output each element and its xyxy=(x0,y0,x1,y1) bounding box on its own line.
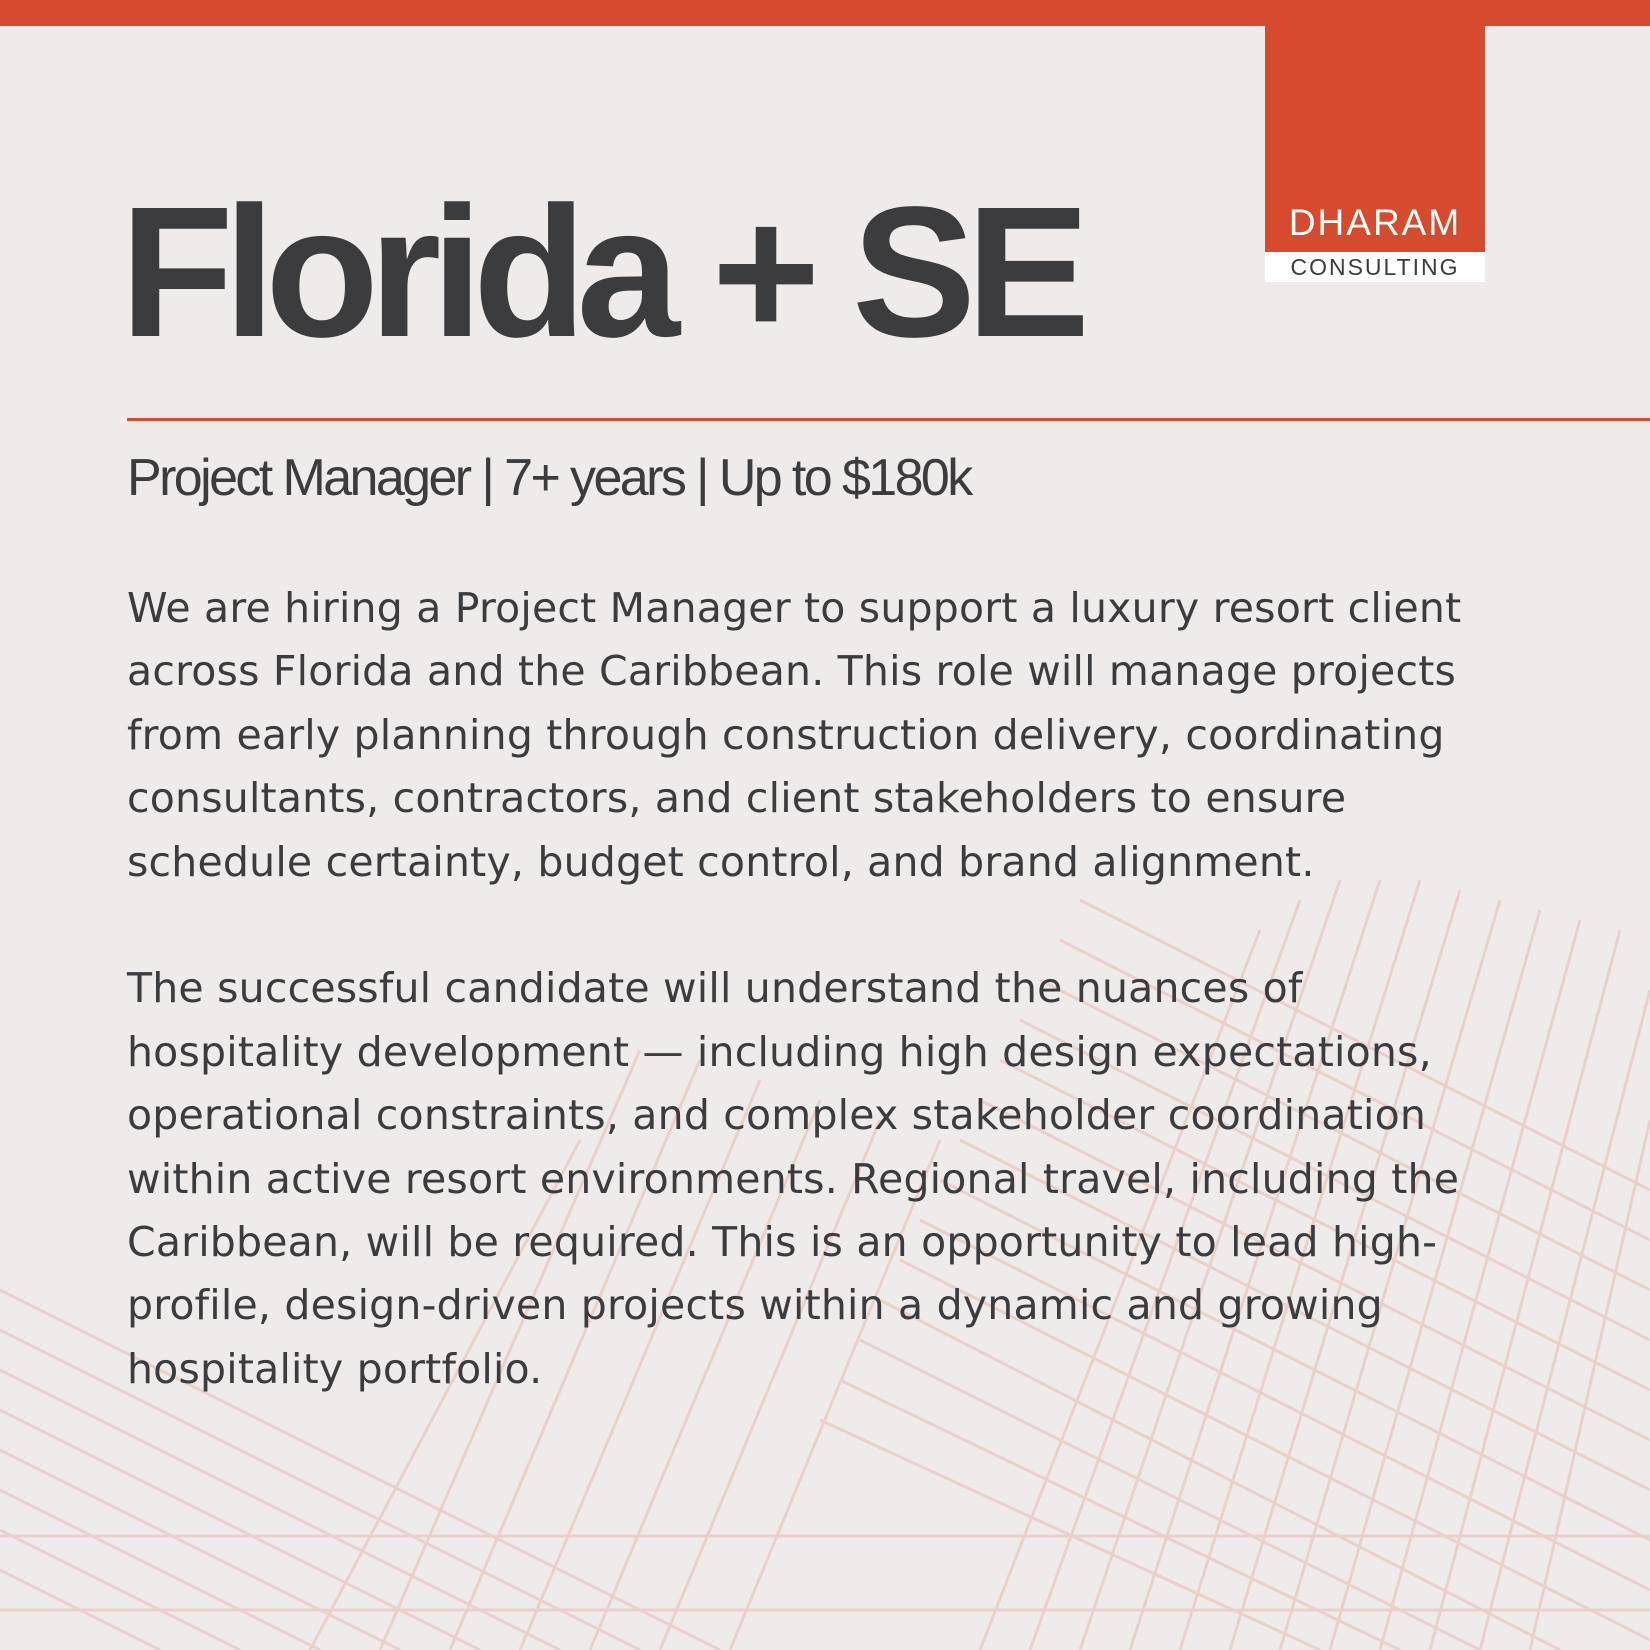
job-description xyxy=(127,577,1527,1401)
headline: Florida + SE xyxy=(120,169,1081,376)
brand-logo xyxy=(1265,0,1485,282)
logo-name: DHARAM xyxy=(1288,202,1462,243)
description-paragraph: The successful candidate will understand the nuances of hospitality development — including high design expectations, operational constraints, and complex stakeholder coordination within active resort environments. Regional travel, including the Caribbean, will be required. This is an opportunity to lead high-profile, design-driven projects within a dynamic and growing hospitality portfolio. xyxy=(127,964,1460,1393)
logo-tagline: CONSULTING xyxy=(1290,254,1460,280)
description-paragraph: We are hiring a Project Manager to support a luxury resort client across Florida and the Caribbean. This role will manage projects from early planning through construction delivery, coordinating consultants, contractors, and client stakeholders to ensure schedule certainty, budget control, and brand alignment. xyxy=(127,584,1462,886)
job-summary-line: Project Manager | 7+ years | Up to $180k xyxy=(127,449,971,507)
divider-rule xyxy=(127,418,1650,421)
